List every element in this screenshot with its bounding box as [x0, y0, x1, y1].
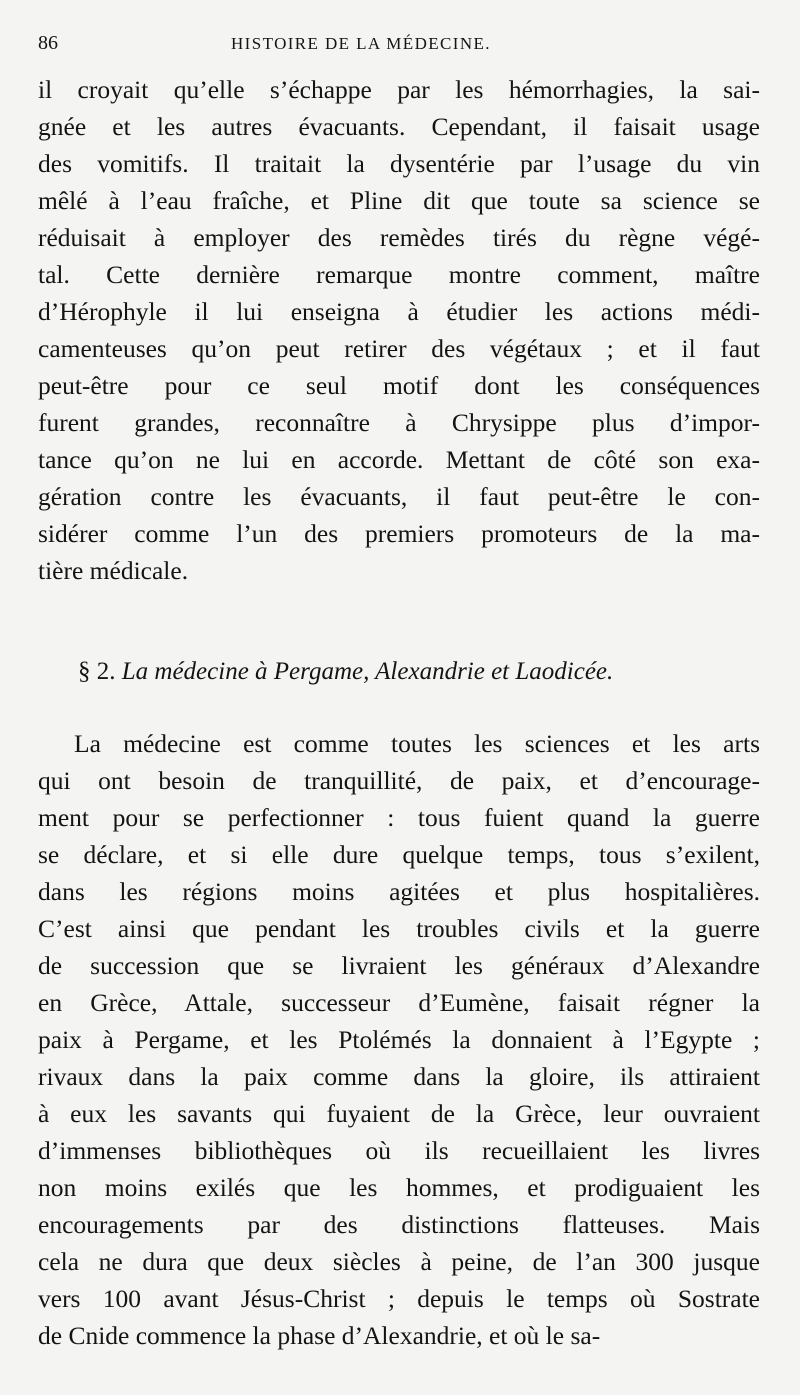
text-line: vers 100 avant Jésus-Christ ; depuis le temps où Sostrate — [38, 1284, 760, 1313]
text-line: camenteuses qu’on peut retirer des végétaux ; et il faut — [38, 334, 760, 363]
section-heading — [78, 652, 768, 692]
text-line: tance qu’on ne lui en accorde. Mettant de côté son exa- — [38, 445, 760, 474]
text-line: gération contre les évacuants, il faut peut-être le con- — [38, 482, 760, 511]
text-line: non moins exilés que les hommes, et prodiguaient les — [38, 1173, 760, 1202]
text-line: réduisait à employer des remèdes tirés du règne végé- — [38, 223, 760, 252]
text-line: La médecine est comme toutes les sciences et les arts — [74, 729, 760, 758]
text-line: se déclare, et si elle dure quelque temps, tous s’exilent, — [38, 840, 760, 869]
text-line: gnée et les autres évacuants. Cependant, il faisait usage — [38, 112, 760, 141]
text-line: tal. Cette dernière remarque montre comment, maître — [38, 260, 760, 289]
page-number: 86 — [38, 32, 58, 54]
running-head: HISTOIRE DE LA MÉDECINE. — [231, 34, 491, 53]
text-line: encouragements par des distinctions flatteuses. Mais — [38, 1210, 760, 1239]
text-line: qui ont besoin de tranquillité, de paix, et d’encourage- — [38, 766, 760, 795]
text-line: paix à Pergame, et les Ptolémés la donnaient à l’Egypte ; — [38, 1025, 760, 1054]
text-line: dans les régions moins agitées et plus hospitalières. — [38, 877, 760, 906]
text-line: tière médicale. — [38, 556, 189, 585]
text-line: furent grandes, reconnaître à Chrysippe plus d’impor- — [38, 408, 760, 437]
text-line: il croyait qu’elle s’échappe par les hémorrhagies, la sai- — [38, 75, 760, 104]
text-line: d’immenses bibliothèques où ils recueillaient les livres — [38, 1136, 760, 1165]
text-line: C’est ainsi que pendant les troubles civils et la guerre — [38, 914, 760, 943]
text-line: mêlé à l’eau fraîche, et Pline dit que toute sa science se — [38, 186, 760, 215]
text-line: peut-être pour ce seul motif dont les conséquences — [38, 371, 760, 400]
text-line: d’Hérophyle il lui enseigna à étudier les actions médi- — [38, 297, 760, 326]
paragraph-2 — [38, 725, 760, 1354]
text-line: rivaux dans la paix comme dans la gloire, ils attiraient — [38, 1062, 760, 1091]
text-line: de Cnide commence la phase d’Alexandrie, et où le sa- — [38, 1321, 601, 1350]
text-line: de succession que se livraient les généraux d’Alexandre — [38, 951, 760, 980]
text-line: des vomitifs. Il traitait la dysentérie par l’usage du vin — [38, 149, 760, 178]
text-line: sidérer comme l’un des premiers promoteurs de la ma- — [38, 519, 760, 548]
section-number: § 2. — [78, 658, 116, 685]
text-line: ment pour se perfectionner : tous fuient quand la guerre — [38, 803, 760, 832]
text-line: cela ne dura que deux siècles à peine, de l’an 300 jusque — [38, 1247, 760, 1276]
section-title: La médecine à Pergame, Alexandrie et Laodicée. — [121, 658, 614, 685]
paragraph-1 — [38, 71, 760, 589]
text-line: à eux les savants qui fuyaient de la Grèce, leur ouvraient — [38, 1099, 760, 1128]
page-header — [38, 32, 760, 60]
text-line: en Grèce, Attale, successeur d’Eumène, faisait régner la — [38, 988, 760, 1017]
